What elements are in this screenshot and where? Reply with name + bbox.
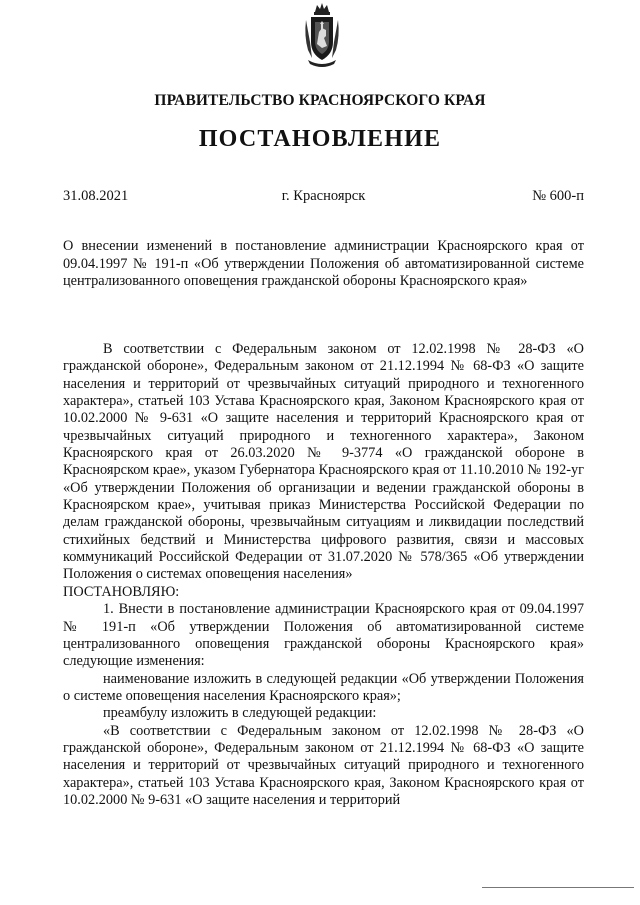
resolve-heading: ПОСТАНОВЛЯЮ: [63,583,180,600]
item-1-title-change: наименование изложить в следующей редакции «Об утверждении Положения о системе оповещения населения Красноярского края»; [63,670,584,704]
document-meta [63,188,584,208]
preamble-paragraph: В соответствии с Федеральным законом от 12.02.1998 № 28-ФЗ «О гражданской обороне», Федеральным законом от 21.12.1994 № 68-ФЗ «О защите населения и территорий от чрезвычайных ситуаций природного и техногенного характера», статьей 103 Устава Красноярского края, Законом Красноярского края от 10.02.2000 № 9-631 «О защите населения и территорий Красноярского края от чрезвычайных ситуаций природного и техногенного характера», Законом Красноярского края от 26.03.2020 № 9-3774 «О гражданской обороне в Красноярском крае», указом Губернатора Красноярского края от 11.10.2010 № 192-уг «Об утверждении Положения об организации и ведении гражданской обороны в Красноярском крае», учитывая приказ Министерства Российской Федерации по делам гражданской обороны, чрезвычайным ситуациям и ликвидации последствий стихийных бедствий и Министерства цифрового развития, связи и массовых коммуникаций Российской Федерации от 31.07.2020 № 578/365 «Об утверждении Положения о системах оповещения населения» [63,341,584,583]
coat-of-arms-icon [302,2,342,68]
item-1-preamble-change: преамбулу изложить в следующей редакции: [103,705,377,722]
document-city: г. Красноярск [281,188,366,204]
document-subject: О внесении изменений в постановление администрации Красноярского края от 09.04.1997 № 191-п «Об утверждении Положения об автоматизированной системе централизованного оповещения гражданской обороны Красноярского края» [63,238,584,290]
document-type-heading: ПОСТАНОВЛЕНИЕ [198,126,442,152]
document-body [63,341,584,809]
document-date: 31.08.2021 [63,188,129,204]
government-title: ПРАВИТЕЛЬСТВО КРАСНОЯРСКОГО КРАЯ [154,92,486,109]
document-number: № 600-п [532,188,584,204]
footer-rule [482,887,634,888]
item-1-paragraph: 1. Внести в постановление администрации Красноярского края от 09.04.1997 № 191-п «Об утверждении Положения об автоматизированной системе централизованного оповещения гражданской обороны Красноярского края» следующие изменения: [63,601,584,670]
item-1-quoted-text: «В соответствии с Федеральным законом от 12.02.1998 № 28-ФЗ «О гражданской обороне», Федеральным законом от 21.12.1994 № 68-ФЗ «О защите населения и территорий от чрезвычайных ситуаций природного и техногенного характера», статьей 103 Устава Красноярского края, Законом Красноярского края от 10.02.2000 № 9-631 «О защите населения и территорий [63,722,584,808]
